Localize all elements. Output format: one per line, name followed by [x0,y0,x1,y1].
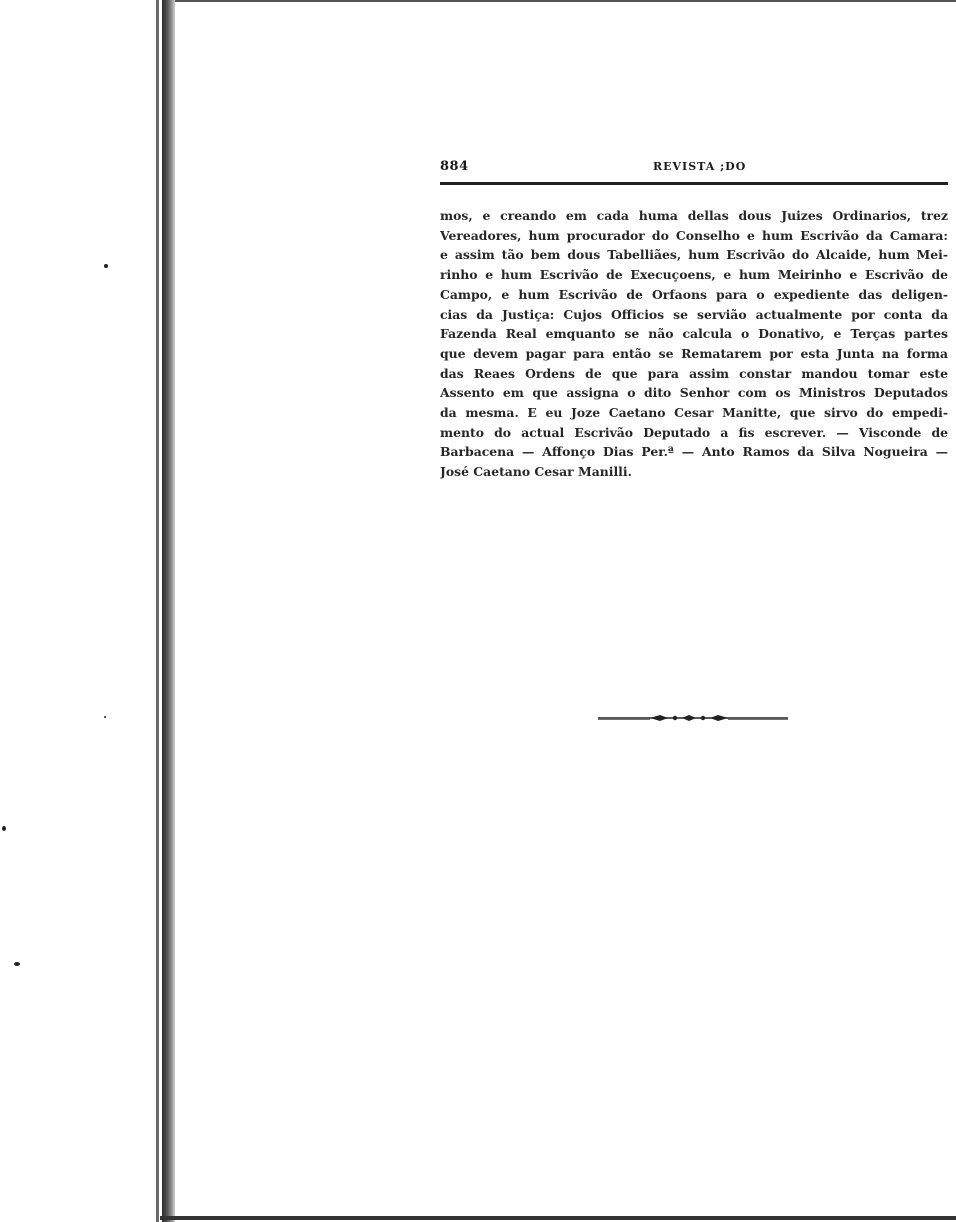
dash-ornament-icon [598,712,788,724]
scan-speck [104,264,108,268]
header-rule [440,182,948,185]
page-bottom-edge [160,1216,956,1220]
text-line: Vereadores, hum procurador do Conselho e hum Escrivão da Camara: [440,227,948,243]
page-top-edge [175,0,956,2]
body-paragraph [440,206,948,482]
binding-edge-thin [156,0,159,1222]
text-line: mento do actual Escrivão Deputado a fis escrever. — Visconde de [440,424,948,440]
text-line: Assento em que assigna o dito Senhor com os Ministros Deputados [440,385,948,401]
page-number: 884 [440,159,469,174]
text-line: rinho e hum Escrivão de Execuçoens, e hum Meirinho e Escrivão de [440,267,948,283]
text-line: Barbacena — Affonço Dias Per.ª — Anto Ramos da Silva Nogueira — [440,444,948,460]
binding-gutter [162,0,175,1222]
text-line: mos, e creando em cada huma dellas dous Juizes Ordinarios, trez [440,208,948,223]
text-line: da mesma. E eu Joze Caetano Cesar Manitte, que sirvo do empedi- [440,405,948,421]
text-line: José Caetano Cesar Manilli. [440,464,632,480]
running-head: REVISTA ;DO [653,160,747,173]
text-line: Fazenda Real emquanto se não calcula o Donativo, e Terças partes [440,326,948,342]
text-line: que devem pagar para então se Rematarem por esta Junta na forma [440,345,948,361]
text-line: das Reaes Ordens de que para assim constar mandou tomar este [440,365,948,381]
scan-speck [14,962,20,966]
text-line: cias da Justiça: Cujos Officios se servião actualmente por conta da [440,306,948,322]
page-margin-left [0,0,160,1222]
scan-speck [2,826,6,831]
page-header [440,159,950,181]
text-line: e assim tão bem dous Tabelliães, hum Escrivão do Alcaide, hum Mei- [440,247,948,263]
scan-speck [104,716,106,718]
text-line: Campo, e hum Escrivão de Orfaons para o expediente das deligen- [440,286,948,302]
